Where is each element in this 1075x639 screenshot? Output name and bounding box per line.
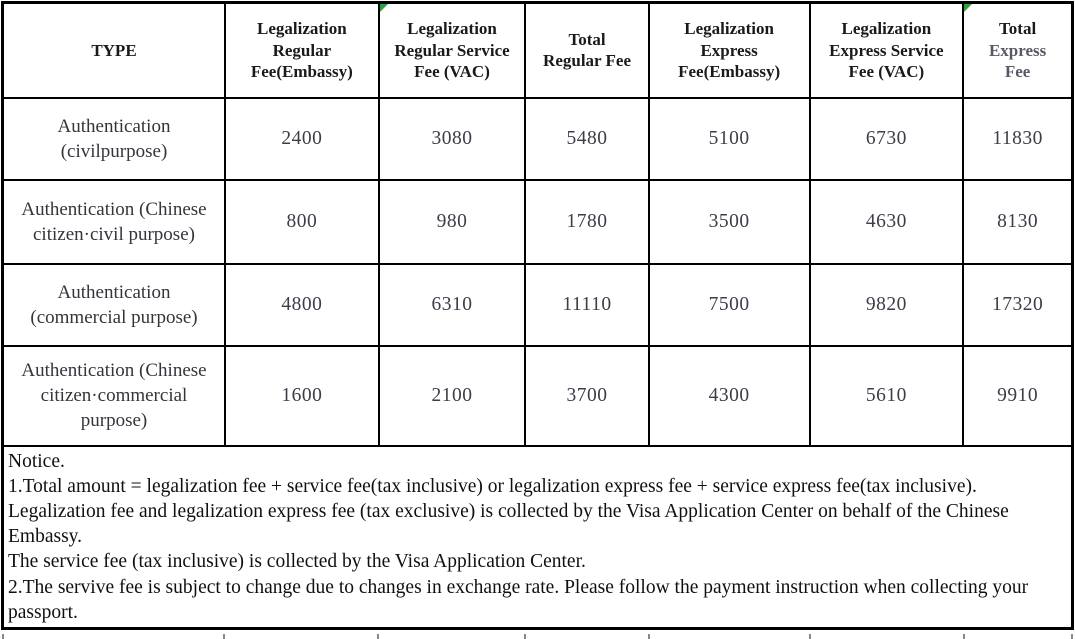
- header-line: Legalization: [684, 19, 774, 38]
- cell-corner-flag-icon: [380, 4, 388, 12]
- fee-cell-legalization-regular-service-fee-vac: 3080: [379, 98, 526, 180]
- legalization-fee-table: [1, 1, 1074, 630]
- header-line: Fee (VAC): [848, 62, 925, 81]
- header-line: Total: [568, 29, 606, 49]
- column-border-tick: [809, 634, 811, 639]
- header-line: Legalization: [407, 19, 497, 38]
- header-line: Total: [999, 19, 1037, 38]
- header-cell-legalization-express-fee-embassy: [649, 3, 810, 98]
- header-line: Legalization: [256, 19, 347, 38]
- column-border-tick: [1071, 634, 1073, 639]
- type-cell: Authentication (civilpurpose): [3, 98, 225, 180]
- header-line: Fee(Embassy): [250, 62, 353, 81]
- column-border-tick: [648, 634, 650, 639]
- fee-sheet: [0, 1, 1075, 639]
- header-row: [3, 3, 1073, 98]
- notice-paragraph: The service fee (tax inclusive) is collected by the Visa Application Center.: [8, 551, 586, 573]
- type-cell: Authentication (Chinese citizen·civil purpose): [3, 180, 225, 264]
- cell-corner-flag-icon: [964, 4, 972, 12]
- header-line: Regular: [272, 40, 332, 60]
- header-line: Express Service: [829, 40, 944, 60]
- fee-cell-total-regular-fee: 5480: [525, 98, 648, 180]
- fee-cell-legalization-regular-fee-embassy: 1600: [225, 346, 379, 446]
- fee-cell-legalization-express-service-fee-vac: 4630: [810, 180, 964, 264]
- header-cell-legalization-regular-fee-embassy: [225, 3, 379, 98]
- header-line: Fee: [1004, 62, 1031, 81]
- type-cell: Authentication (Chinese citizen·commercial purpose): [3, 346, 225, 446]
- header-line: Regular Service: [394, 40, 510, 60]
- fee-cell-legalization-express-fee-embassy: 7500: [649, 264, 810, 346]
- fee-row: [3, 180, 1073, 264]
- header-line: Regular Fee: [543, 51, 632, 71]
- column-border-tick: [223, 634, 225, 639]
- fee-cell-total-regular-fee: 11110: [525, 264, 648, 346]
- fee-cell-legalization-express-service-fee-vac: 6730: [810, 98, 964, 180]
- notice-paragraph: 2.The servive fee is subject to change due to changes in exchange rate. Please follow the payment instruction when collecting your passport.: [8, 576, 1029, 623]
- fee-cell-total-express-fee: 8130: [963, 180, 1072, 264]
- fee-row: [3, 98, 1073, 180]
- header-line: Express: [700, 40, 758, 60]
- fee-cell-total-express-fee: 11830: [963, 98, 1072, 180]
- fee-cell-legalization-express-fee-embassy: 4300: [649, 346, 810, 446]
- header-cell-total-regular-fee: [525, 3, 648, 98]
- header-line: Legalization: [841, 19, 932, 38]
- fee-cell-legalization-express-fee-embassy: 5100: [649, 98, 810, 180]
- notice-paragraph: 1.Total amount = legalization fee + service fee(tax inclusive) or legalization express fee + service express fee(tax inclusive). Legalization fee and legalization express fee (tax exclusive) is collected by the Visa Application Center on behalf of the Chinese Embassy.: [8, 475, 1009, 548]
- header-line: Express: [988, 40, 1047, 60]
- fee-cell-total-express-fee: 9910: [963, 346, 1072, 446]
- fee-cell-legalization-regular-service-fee-vac: 980: [379, 180, 526, 264]
- fee-row: [3, 264, 1073, 346]
- fee-cell-legalization-regular-fee-embassy: 4800: [225, 264, 379, 346]
- fee-cell-legalization-express-service-fee-vac: 9820: [810, 264, 964, 346]
- header-cell-legalization-express-service-fee-vac: [810, 3, 964, 98]
- fee-cell-legalization-express-service-fee-vac: 5610: [810, 346, 964, 446]
- fee-cell-total-regular-fee: 3700: [525, 346, 648, 446]
- header-cell-legalization-regular-service-fee-vac: [379, 3, 526, 98]
- header-cell-total-express-fee: [963, 3, 1072, 98]
- type-cell: Authentication (commercial purpose): [3, 264, 225, 346]
- header-line: Fee (VAC): [414, 62, 490, 81]
- fee-row: [3, 346, 1073, 446]
- header-line: Fee(Embassy): [678, 62, 781, 81]
- fee-cell-legalization-regular-service-fee-vac: 6310: [379, 264, 526, 346]
- column-border-tick: [524, 634, 526, 639]
- notice-paragraph: Notice.: [8, 450, 65, 472]
- column-border-tick: [2, 634, 4, 639]
- notice-row: [3, 446, 1073, 629]
- fee-cell-legalization-regular-fee-embassy: 800: [225, 180, 379, 264]
- fee-cell-legalization-regular-fee-embassy: 2400: [225, 98, 379, 180]
- column-border-tick: [963, 634, 965, 639]
- notice-section: [3, 446, 1073, 629]
- column-border-tick: [377, 634, 379, 639]
- fee-cell-total-express-fee: 17320: [963, 264, 1072, 346]
- fee-cell-legalization-express-fee-embassy: 3500: [649, 180, 810, 264]
- fee-cell-legalization-regular-service-fee-vac: 2100: [379, 346, 526, 446]
- header-cell-type: [3, 3, 225, 98]
- fee-cell-total-regular-fee: 1780: [525, 180, 648, 264]
- header-line: TYPE: [91, 40, 137, 60]
